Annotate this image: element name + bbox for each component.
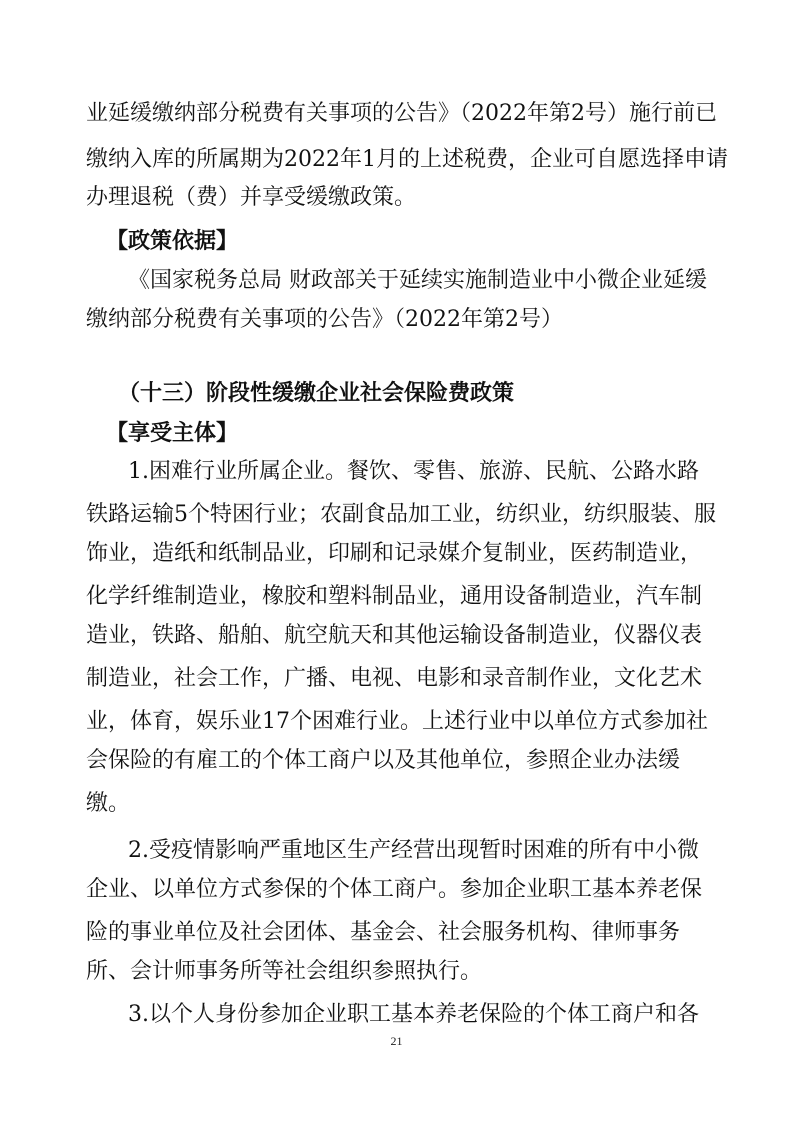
paragraph-line: 企业、以单位方式参保的个体工商户。参加企业职工基本养老保	[86, 877, 703, 902]
paragraph-line: 饰业，造纸和纸制品业，印刷和记录媒介复制业，医药制造业，	[86, 541, 703, 566]
paragraph-line: 缴。	[86, 791, 131, 816]
paragraph-line: 办理退税（费）并享受缓缴政策。	[86, 185, 417, 210]
paragraph-line: 险的事业单位及社会团体、基金会、社会服务机构、律师事务	[86, 920, 681, 945]
paragraph-line: 制造业，社会工作，广播、电视、电影和录音制作业，文化艺术	[86, 666, 703, 691]
section-heading: 【政策依据】	[106, 229, 239, 254]
paragraph-line: 铁路运输5个特困行业；农副食品加工业，纺织业，纺织服装、服	[86, 502, 716, 527]
paragraph-line: 化学纤维制造业，橡胶和塑料制品业，通用设备制造业，汽车制	[86, 584, 703, 609]
paragraph-line: 业，体育，娱乐业17个困难行业。上述行业中以单位方式参加社	[86, 709, 708, 734]
paragraph-line: 缴纳入库的所属期为2022年1月的上述税费，企业可自愿选择申请	[86, 147, 728, 172]
section-heading: 【享受主体】	[106, 421, 239, 446]
paragraph-line: 1.困难行业所属企业。餐饮、零售、旅游、民航、公路水路	[128, 459, 699, 484]
paragraph-line: 3.以个人身份参加企业职工基本养老保险的个体工商户和各	[128, 1002, 699, 1027]
paragraph-line: 2.受疫情影响严重地区生产经营出现暂时困难的所有中小微	[128, 838, 699, 863]
page-number: 21	[390, 1034, 403, 1048]
paragraph-line: 业延缓缴纳部分税费有关事项的公告》（2022年第2号）施行前已	[86, 101, 717, 126]
paragraph-line: 会保险的有雇工的个体工商户以及其他单位，参照企业办法缓	[86, 748, 681, 773]
paragraph-line: 缴纳部分税费有关事项的公告》（2022年第2号）	[86, 307, 563, 332]
paragraph-line: 造业，铁路、船舶、航空航天和其他运输设备制造业，仪器仪表	[86, 623, 703, 648]
paragraph-line: 所、会计师事务所等社会组织参照执行。	[86, 959, 483, 984]
paragraph-line: 《国家税务总局 财政部关于延续实施制造业中小微企业延缓	[128, 268, 707, 293]
section-title: （十三）阶段性缓缴企业社会保险费政策	[118, 381, 515, 406]
